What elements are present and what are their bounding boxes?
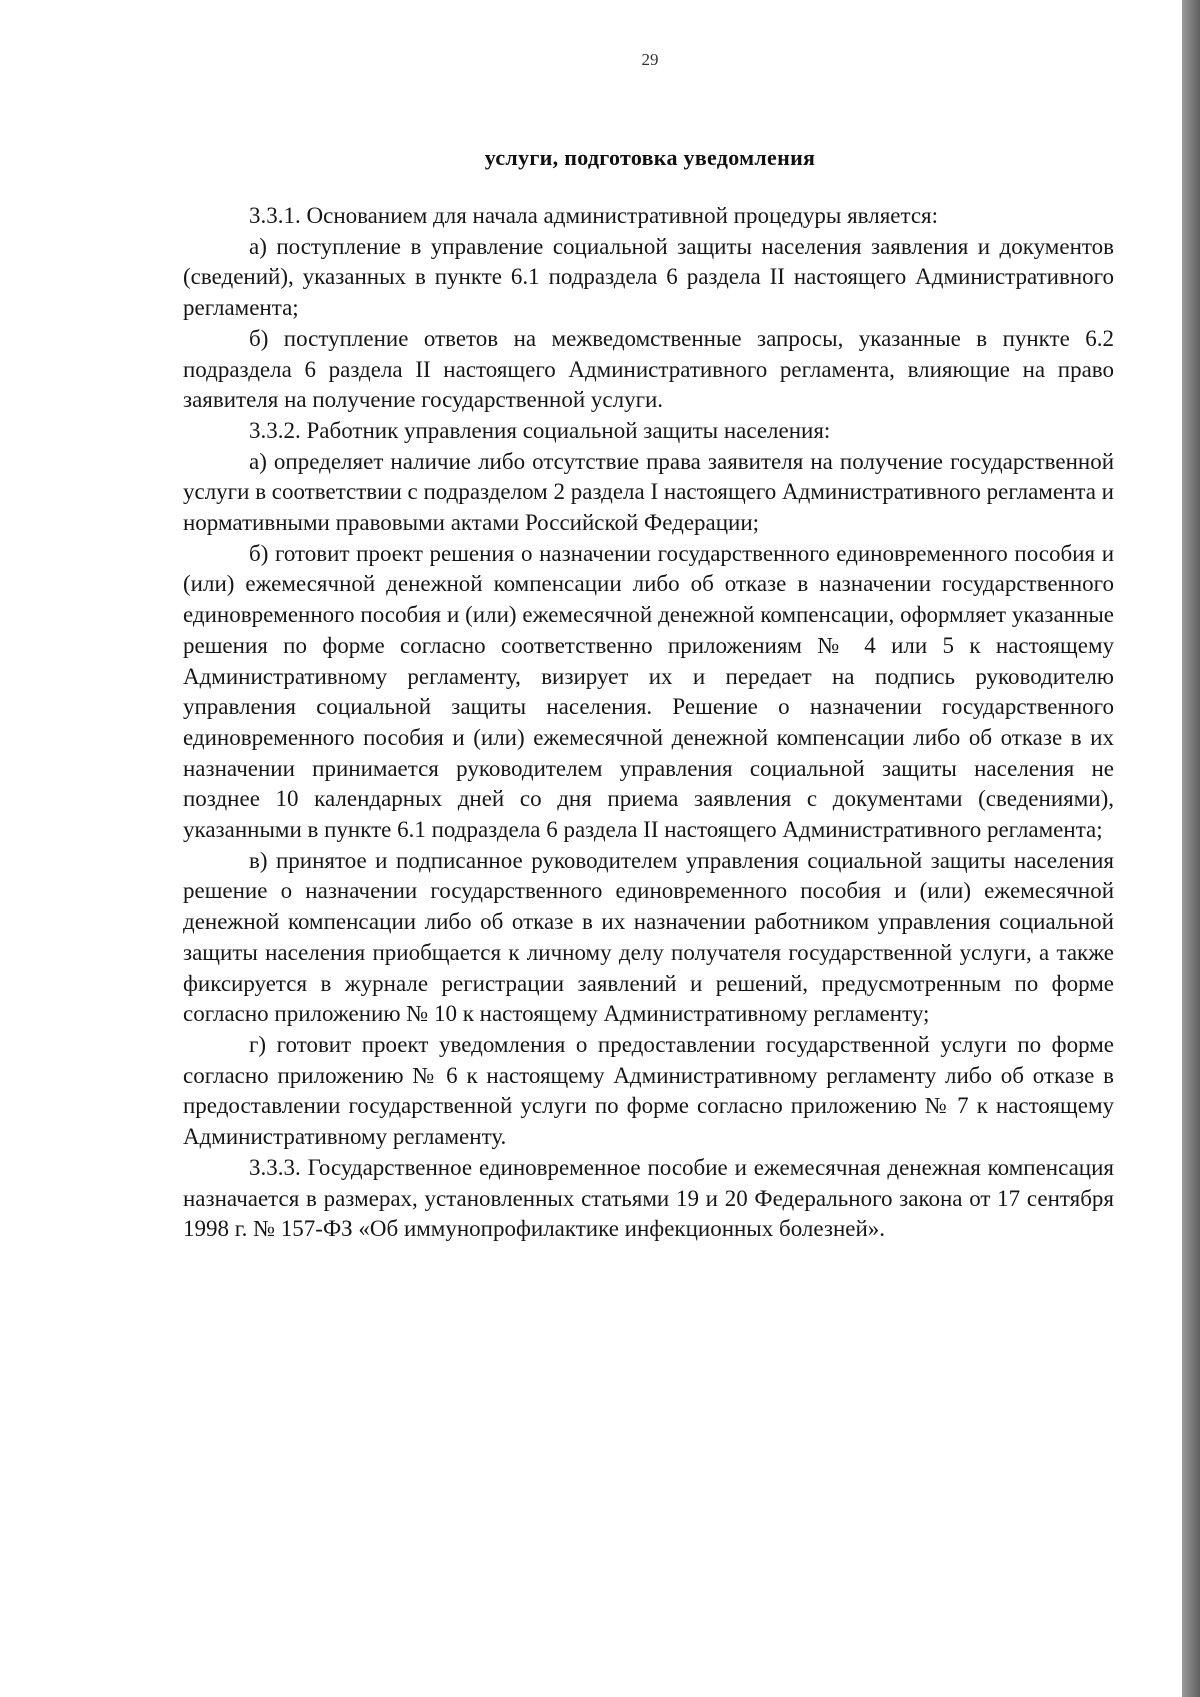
paragraph-3-3-2: 3.3.2. Работник управления социальной защиты населения:	[249, 417, 831, 443]
paragraph-3-3-2-a: а) определяет наличие либо отсутствие права заявителя на получение государственной услуги в соответствии с подразделом 2 раздела I настоящего Административного регламента и нормативными правовыми актами Российской Федерации;	[183, 448, 1114, 536]
paragraph-3-3-2-b: б) готовит проект решения о назначении государственного единовременного пособия и (или) ежемесячной денежной компенсации либо об отказе в назначении государственного единовременного пособия и (или) ежемесячной денежной компенсации, оформляет указанные решения по форме согласно соответственно приложениям № 4 или 5 к настоящему Административному регламенту, визирует их и передает на подпись руководителю управления социальной защиты населения. Решение о назначении государственного единовременного пособия и (или) ежемесячной денежной компенсации либо об отказе в их назначении принимается руководителем управления социальной защиты населения не позднее 10 календарных дней со дня приема заявления с документами (сведениями), указанными в пункте 6.1 подраздела 6 раздела II настоящего Административного регламента;	[183, 540, 1114, 843]
paragraph-3-3-1-a: а) поступление в управление социальной защиты населения заявления и документов (сведений), указанных в пункте 6.1 подраздела 6 раздела II настоящего Административного регламента;	[183, 233, 1114, 321]
paragraph-3-3-3: 3.3.3. Государственное единовременное пособие и ежемесячная денежная компенсация назначается в размерах, установленных статьями 19 и 20 Федерального закона от 17 сентября 1998 г. № 157-ФЗ «Об иммунопрофилактике инфекционных болезней».	[183, 1154, 1114, 1242]
section-heading: услуги, подготовка уведомления	[484, 145, 816, 170]
paragraph-3-3-2-g: г) готовит проект уведомления о предоставлении государственной услуги по форме согласно приложению № 6 к настоящему Административному регламенту либо об отказе в предоставлении государственной услуги по форме согласно приложению № 7 к настоящему Административному регламенту.	[183, 1031, 1114, 1150]
scan-edge-right	[1182, 0, 1200, 1697]
paragraph-3-3-1: 3.3.1. Основанием для начала административной процедуры является:	[249, 203, 939, 228]
page-number: 29	[641, 50, 659, 69]
document-body	[183, 201, 1114, 1245]
paragraph-3-3-1-b: б) поступление ответов на межведомственные запросы, указанные в пункте 6.2 подраздела 6 раздела II настоящего Административного регламента, влияющие на право заявителя на получение государственной услуги.	[183, 325, 1114, 413]
paragraph-3-3-2-v: в) принятое и подписанное руководителем управления социальной защиты населения решение о назначении государственного единовременного пособия и (или) ежемесячной денежной компенсации либо об отказе в их назначении работником управления социальной защиты населения приобщается к личному делу получателя государственной услуги, а также фиксируется в журнале регистрации заявлений и решений, предусмотренным по форме согласно приложению № 10 к настоящему Административному регламенту;	[183, 847, 1114, 1027]
